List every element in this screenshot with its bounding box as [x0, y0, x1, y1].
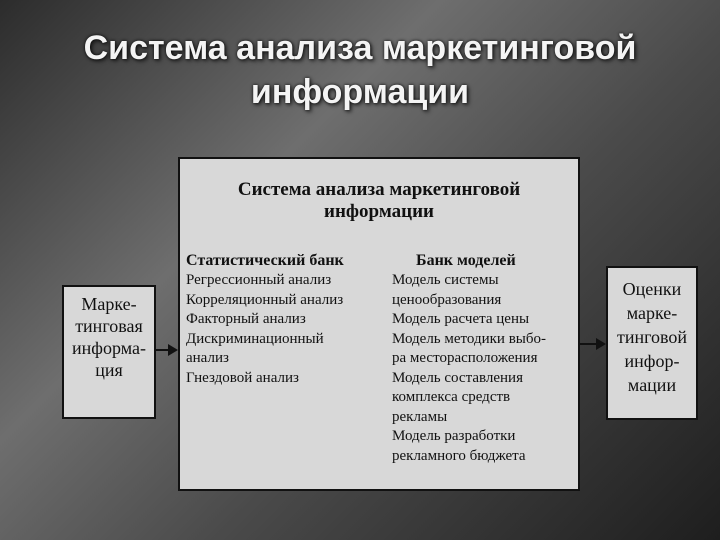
- box-line: ция: [95, 360, 123, 380]
- title-line: информации: [324, 201, 434, 222]
- list-item: Модель системы: [392, 272, 499, 288]
- box-line: информа-: [72, 338, 146, 358]
- title-line: Система анализа маркетинговой: [237, 179, 521, 200]
- box-line: мации: [627, 375, 677, 395]
- list-item: рекламы: [392, 408, 448, 425]
- list-item: Модель методики выбо-: [392, 330, 546, 347]
- list-item: Регрессионный анализ: [186, 272, 332, 288]
- box-line: инфор-: [624, 351, 680, 371]
- list-item: Дискриминационный: [186, 330, 324, 347]
- list-item: ра месторасположения: [392, 350, 538, 366]
- list-item: Факторный анализ: [186, 311, 306, 327]
- box-line: марке-: [626, 303, 678, 323]
- model-bank-heading: Банк моделей: [416, 252, 516, 269]
- box-line: Марке-: [81, 294, 137, 314]
- list-item: анализ: [186, 350, 229, 366]
- output-arrow: [580, 343, 604, 345]
- analysis-system-box: [178, 157, 580, 491]
- list-item: рекламного бюджета: [392, 447, 526, 464]
- list-item: Корреляционный анализ: [186, 291, 344, 308]
- model-bank-column: [392, 251, 546, 466]
- slide-title: [20, 26, 700, 114]
- slide-title-line: информации: [250, 73, 470, 111]
- box-line: тинговая: [75, 316, 143, 336]
- input-arrow: [154, 349, 176, 351]
- box-line: Оценки: [622, 279, 682, 299]
- list-item: Модель разработки: [392, 428, 516, 444]
- statistical-bank-column: [186, 251, 344, 388]
- marketing-evaluation-box: [606, 266, 698, 420]
- list-item: ценообразования: [392, 291, 502, 308]
- list-item: Модель составления: [392, 369, 523, 386]
- list-item: Модель расчета цены: [392, 311, 530, 327]
- list-item: Гнездовой анализ: [186, 369, 299, 386]
- statistical-bank-heading: Статистический банк: [186, 252, 344, 269]
- box-line: тинговой: [616, 327, 688, 347]
- analysis-system-title: [180, 179, 578, 223]
- marketing-information-box: [62, 285, 156, 419]
- list-item: комплекса средств: [392, 389, 511, 405]
- slide-title-line: Система анализа маркетинговой: [83, 29, 637, 67]
